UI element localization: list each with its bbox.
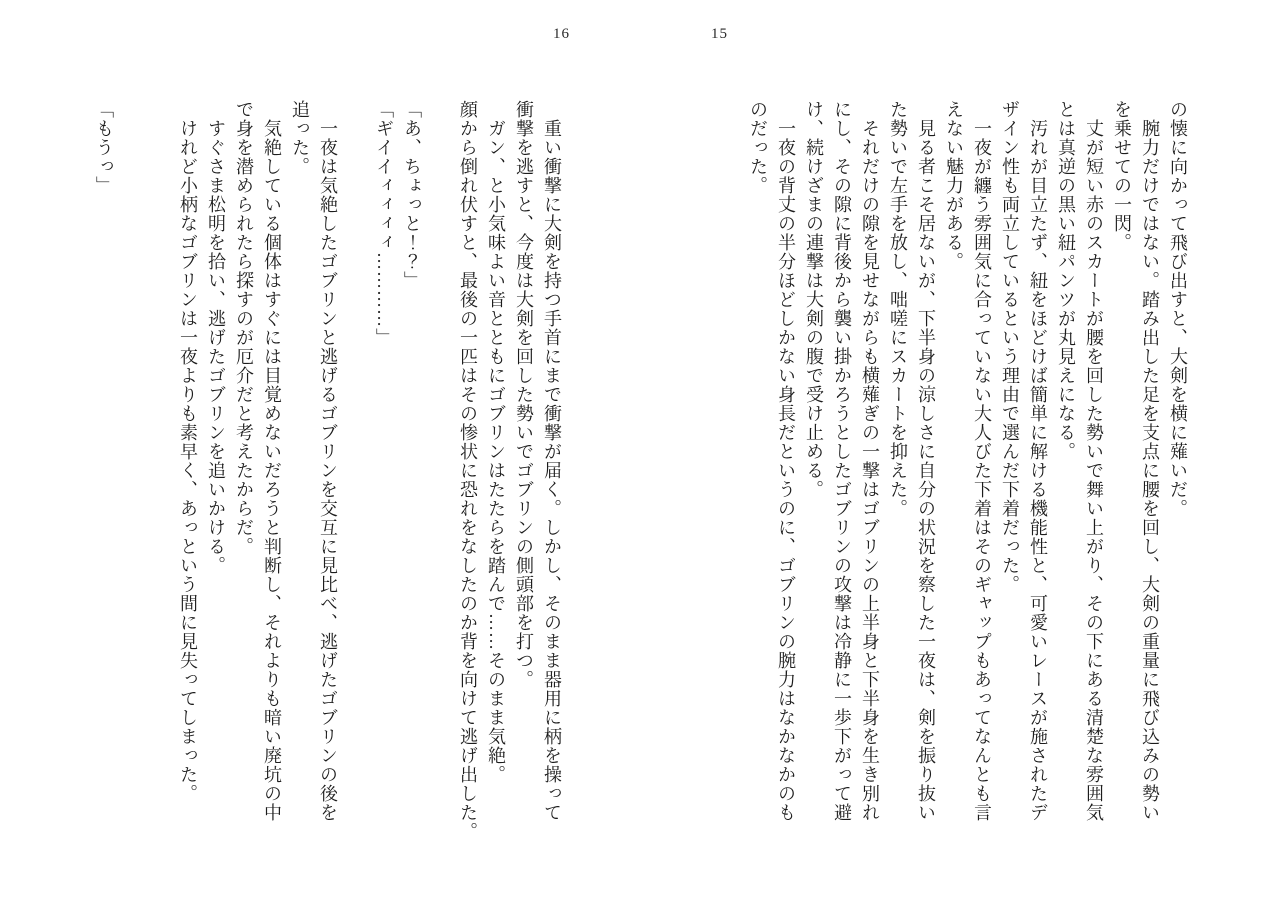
text-column: 気絶している個体はすぐには目覚めないだろうと判断し、それよりも暗い廃坑の中 [262, 119, 282, 822]
text-column: それだけの隙を見せながらも横薙ぎの一撃はゴブリンの上半身と下半身を生き別れ [860, 119, 880, 822]
text-column: 重い衝撃に大剣を持つ手首にまで衝撃が届く。しかし、そのまま器用に柄を操って [542, 119, 562, 822]
text-column: た勢いで左手を放し、咄嗟にスカートを抑えた。 [888, 100, 908, 518]
text-column: 衝撃を逃すと、今度は大剣を回した勢いでゴブリンの側頭部を打つ。 [514, 100, 534, 689]
text-column: けれど小柄なゴブリンは一夜よりも素早く、あっという間に見失ってしまった。 [178, 119, 198, 803]
blank-column [118, 100, 146, 872]
text-column: 一夜の背丈の半分ほどしかない身長だというのに、ゴブリンの腕力はなかなかのも [776, 119, 796, 822]
text-column: 一夜が纏う雰囲気に合っていない大人びた下着はそのギャップもあってなんとも言 [972, 119, 992, 822]
left-page-text-block [90, 100, 566, 872]
blank-column [342, 100, 370, 872]
text-column: 顔から倒れ伏すと、最後の一匹はその惨状に恐れをなしたのか背を向けて逃げ出した。 [458, 100, 478, 841]
blank-column [146, 100, 174, 872]
text-column: のだった。 [748, 100, 768, 195]
text-column: け、続けざまの連撃は大剣の腹で受け止める。 [804, 100, 824, 499]
text-column: 「ギイイィィィィ…………」 [374, 100, 394, 347]
right-page-text-block [744, 100, 1192, 872]
text-column: ザイン性も両立しているという理由で選んだ下着だった。 [1000, 100, 1020, 594]
text-column: 「あ、ちょっと！？」 [402, 100, 422, 290]
text-column: 丈が短い赤のスカートが腰を回した勢いで舞い上がり、その下にある清楚な雰囲気 [1084, 119, 1104, 822]
text-column: とは真逆の黒い紐パンツが丸見えになる。 [1056, 100, 1076, 461]
text-column: 汚れが目立たず、紐をほどけば簡単に解ける機能性と、可愛いレースが施されたデ [1028, 119, 1048, 822]
blank-column [426, 100, 454, 872]
text-column: 腕力だけではない。踏み出した足を支点に腰を回し、大剣の重量に飛び込みの勢い [1140, 119, 1160, 822]
text-column: えない魅力がある。 [944, 100, 964, 271]
page-number-15: 15 [711, 26, 728, 42]
text-column: 追った。 [290, 100, 310, 176]
text-column: にし、その隙に背後から襲い掛かろうとしたゴブリンの攻撃は冷静に一歩下がって避 [832, 100, 852, 822]
text-column: 「もうっ」 [94, 100, 114, 195]
text-column: ガン、と小気味よい音とともにゴブリンはたたらを踏んで……そのまま気絶。 [486, 119, 506, 784]
text-column: の懐に向かって飛び出すと、大剣を横に薙いだ。 [1168, 100, 1188, 518]
text-column: 見る者こそ居ないが、下半身の涼しさに自分の状況を察した一夜は、剣を振り抜い [916, 119, 936, 822]
text-column: で身を潜められたら探すのが厄介だと考えたからだ。 [234, 100, 254, 556]
text-column: 一夜は気絶したゴブリンと逃げるゴブリンを交互に見比べ、逃げたゴブリンの後を [318, 119, 338, 822]
page-number-16: 16 [553, 26, 570, 42]
text-column: を乗せての一閃。 [1112, 100, 1132, 252]
text-column: すぐさま松明を拾い、逃げたゴブリンを追いかける。 [206, 119, 226, 575]
